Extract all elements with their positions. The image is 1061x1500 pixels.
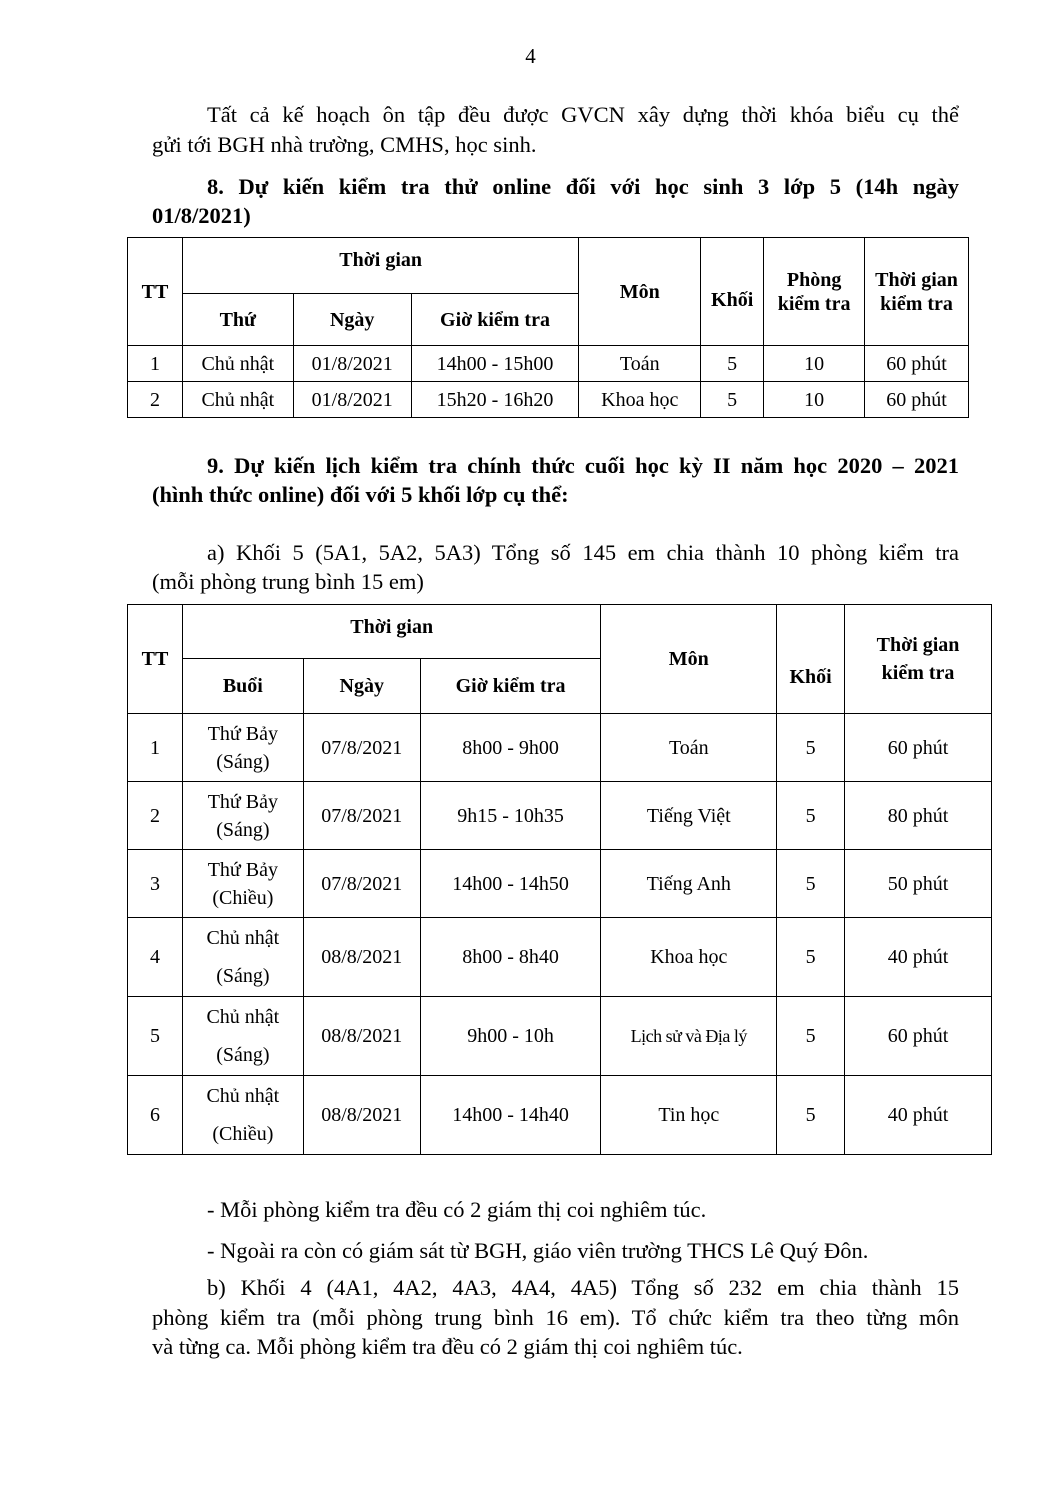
section8-title-line-1: 8. Dự kiến kiểm tra thử online đối với học sinh 3 lớp 5 (14h ngày [207, 174, 959, 199]
table-row [128, 382, 969, 418]
cell-ngay: 08/8/2021 [303, 1076, 420, 1155]
header-thu: Thứ [182, 294, 293, 346]
grade4-line-3: và từng ca. Mỗi phòng kiểm tra đều có 2 giám thị coi nghiêm túc. [152, 1334, 743, 1359]
table-row [128, 714, 992, 782]
section8-title-line-2: 01/8/2021) [152, 203, 251, 228]
cell-mon: Toán [601, 714, 777, 782]
grade4-line-2: phòng kiểm tra (mỗi phòng trung bình 16 em). Tổ chức kiểm tra theo từng môn [152, 1305, 959, 1330]
cell-khoi: 5 [701, 382, 764, 418]
cell-buoi-day: Thứ Bảy [207, 858, 278, 881]
cell-tt: 2 [128, 382, 183, 418]
cell-thoi-gian: 60 phút [865, 382, 969, 418]
cell-thoi-gian: 60 phút [845, 714, 992, 782]
intro-line-2: gửi tới BGH nhà trường, CMHS, học sinh. [152, 132, 537, 157]
cell-mon: Khoa học [601, 918, 777, 997]
header-ngay: Ngày [293, 294, 411, 346]
note-supervision: - Ngoài ra còn có giám sát từ BGH, giáo viên trường THCS Lê Quý Đôn. [207, 1238, 869, 1263]
cell-mon: Tiếng Anh [601, 850, 777, 918]
cell-phong: 10 [764, 382, 865, 418]
grade4-line-1: b) Khối 4 (4A1, 4A2, 4A3, 4A4, 4A5) Tổng số 232 em chia thành 15 [207, 1275, 959, 1300]
section9-title-line-1: 9. Dự kiến lịch kiểm tra chính thức cuối học kỳ II năm học 2020 – 2021 [207, 453, 959, 478]
table-row [128, 918, 992, 997]
header-tt: TT [128, 605, 183, 714]
cell-ngay: 08/8/2021 [303, 997, 420, 1076]
cell-mon: Tiếng Việt [601, 782, 777, 850]
note-proctors: - Mỗi phòng kiểm tra đều có 2 giám thị coi nghiêm túc. [207, 1197, 707, 1222]
cell-thu: Chủ nhật [182, 382, 293, 418]
cell-tt: 1 [128, 346, 183, 382]
cell-ngay: 08/8/2021 [303, 918, 420, 997]
cell-buoi [182, 1076, 303, 1155]
cell-tt: 6 [128, 1076, 183, 1155]
cell-thoi-gian: 60 phút [845, 997, 992, 1076]
cell-phong: 10 [764, 346, 865, 382]
cell-buoi-day: Thứ Bảy [207, 722, 278, 745]
cell-khoi: 5 [777, 1076, 845, 1155]
cell-buoi-session: (Chiều) [212, 1123, 274, 1145]
cell-buoi [182, 850, 303, 918]
cell-buoi [182, 997, 303, 1076]
grade5-line-1: a) Khối 5 (5A1, 5A2, 5A3) Tổng số 145 em chia thành 10 phòng kiểm tra [207, 540, 959, 565]
header-phong: Phòng kiểm tra [764, 238, 865, 346]
cell-buoi [182, 714, 303, 782]
header-khoi: Khối [701, 238, 764, 346]
cell-thoi-gian: 40 phút [845, 1076, 992, 1155]
cell-buoi-session: (Sáng) [216, 750, 270, 773]
cell-thoi-gian: 60 phút [865, 346, 969, 382]
header-thoi-gian: Thời gian [182, 605, 601, 659]
cell-gio: 14h00 - 14h40 [420, 1076, 601, 1155]
cell-buoi-session: (Sáng) [216, 818, 270, 841]
cell-mon: Lịch sử và Địa lý [601, 997, 777, 1076]
cell-buoi-day: Chủ nhật [206, 1006, 280, 1028]
table-row [128, 782, 992, 850]
cell-gio: 14h00 - 14h50 [420, 850, 601, 918]
cell-thoi-gian: 50 phút [845, 850, 992, 918]
cell-thoi-gian: 40 phút [845, 918, 992, 997]
header-khoi: Khối [777, 605, 845, 714]
cell-thu: Chủ nhật [182, 346, 293, 382]
intro-line-1: Tất cả kế hoạch ôn tập đều được GVCN xây dựng thời khóa biểu cụ thể [207, 102, 959, 127]
header-gio: Giờ kiểm tra [420, 659, 601, 714]
header-ngay: Ngày [303, 659, 420, 714]
cell-thoi-gian: 80 phút [845, 782, 992, 850]
cell-tt: 3 [128, 850, 183, 918]
official-test-table [127, 604, 992, 1155]
cell-buoi-session: (Sáng) [216, 1044, 270, 1066]
cell-tt: 2 [128, 782, 183, 850]
header-mon: Môn [601, 605, 777, 714]
cell-khoi: 5 [777, 782, 845, 850]
header-thoi-gian-kt: Thời gian kiểm tra [845, 605, 992, 714]
trial-test-table [127, 237, 969, 418]
cell-mon: Tin học [601, 1076, 777, 1155]
cell-khoi: 5 [777, 714, 845, 782]
cell-tt: 1 [128, 714, 183, 782]
header-gio: Giờ kiểm tra [411, 294, 579, 346]
cell-gio: 15h20 - 16h20 [411, 382, 579, 418]
cell-ngay: 07/8/2021 [303, 850, 420, 918]
cell-gio: 9h00 - 10h [420, 997, 601, 1076]
cell-ngay: 07/8/2021 [303, 782, 420, 850]
cell-gio: 14h00 - 15h00 [411, 346, 579, 382]
cell-khoi: 5 [777, 918, 845, 997]
cell-gio: 9h15 - 10h35 [420, 782, 601, 850]
table-row [128, 346, 969, 382]
cell-tt: 5 [128, 997, 183, 1076]
page-number: 4 [525, 44, 536, 68]
cell-mon: Khoa học [579, 382, 701, 418]
cell-gio: 8h00 - 9h00 [420, 714, 601, 782]
header-thoi-gian-kt: Thời gian kiểm tra [865, 238, 969, 346]
header-buoi: Buổi [182, 659, 303, 714]
cell-khoi: 5 [777, 850, 845, 918]
table-row [128, 850, 992, 918]
cell-khoi: 5 [777, 997, 845, 1076]
cell-buoi [182, 918, 303, 997]
header-thoi-gian: Thời gian [182, 238, 578, 294]
cell-buoi-day: Thứ Bảy [207, 790, 278, 813]
table-row [128, 997, 992, 1076]
cell-ngay: 01/8/2021 [293, 382, 411, 418]
cell-ngay: 01/8/2021 [293, 346, 411, 382]
cell-ngay: 07/8/2021 [303, 714, 420, 782]
cell-buoi-session: (Chiều) [212, 886, 274, 909]
section9-title-line-2: (hình thức online) đối với 5 khối lớp cụ thể: [152, 482, 569, 507]
cell-khoi: 5 [701, 346, 764, 382]
header-tt: TT [128, 238, 183, 346]
header-mon: Môn [579, 238, 701, 346]
cell-gio: 8h00 - 8h40 [420, 918, 601, 997]
table-row [128, 1076, 992, 1155]
cell-tt: 4 [128, 918, 183, 997]
cell-buoi [182, 782, 303, 850]
cell-buoi-day: Chủ nhật [206, 1085, 280, 1107]
grade5-line-2: (mỗi phòng trung bình 15 em) [152, 569, 424, 594]
cell-mon: Toán [579, 346, 701, 382]
cell-buoi-day: Chủ nhật [206, 927, 280, 949]
cell-buoi-session: (Sáng) [216, 965, 270, 987]
